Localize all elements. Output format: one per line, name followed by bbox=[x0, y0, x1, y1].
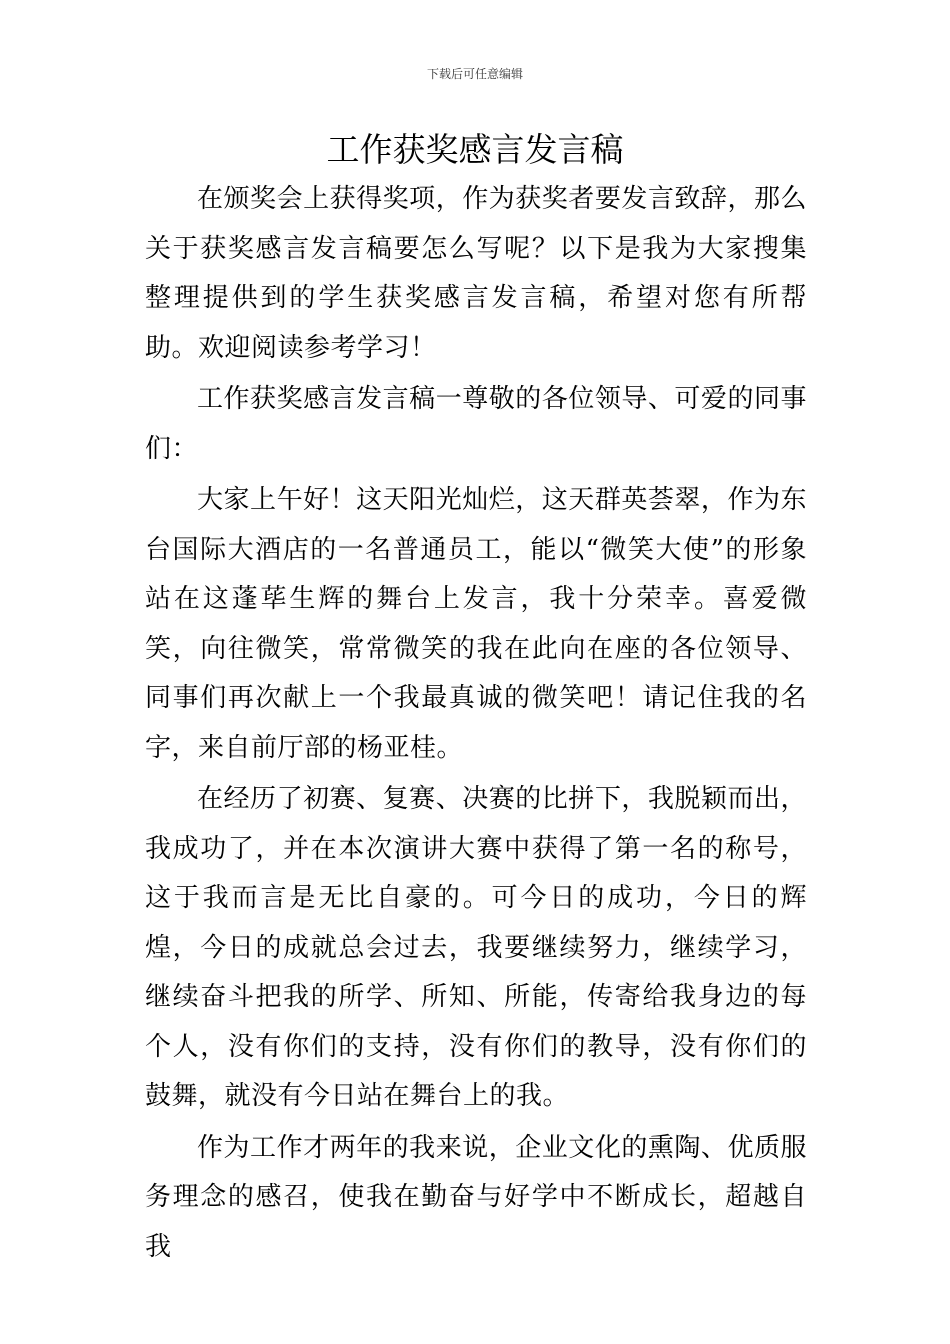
document-title: 工作获奖感言发言稿 bbox=[326, 130, 624, 169]
paragraph-5: 作为工作才两年的我来说，企业文化的熏陶、优质服务理念的感召，使我在勤奋与好学中不断成长，超越自我 bbox=[145, 1132, 807, 1262]
paragraph-3: 大家上午好！这天阳光灿烂，这天群英荟翠，作为东台国际大酒店的一名普通员工，能以“微笑大使”的形象站在这蓬荜生辉的舞台上发言，我十分荣幸。喜爱微笑，向往微笑，常常微笑的我在此向在座的各位领导、同事们再次献上一个我最真诚的微笑吧！请记住我的名字，来自前厅部的杨亚桂。 bbox=[145, 485, 807, 763]
document-body bbox=[145, 175, 807, 1274]
paragraph-1: 在颁奖会上获得奖项，作为获奖者要发言致辞，那么关于获奖感言发言稿要怎么写呢？以下是我为大家搜集整理提供到的学生获奖感言发言稿，希望对您有所帮助。欢迎阅读参考学习！ bbox=[145, 184, 807, 363]
paragraph-2: 工作获奖感言发言稿一尊敬的各位领导、可爱的同事们： bbox=[145, 384, 807, 464]
paragraph-4: 在经历了初赛、复赛、决赛的比拼下，我脱颖而出，我成功了，并在本次演讲大赛中获得了第一名的称号，这于我而言是无比自豪的。可今日的成功，今日的辉煌，今日的成就总会过去，我要继续努力，继续学习，继续奋斗把我的所学、所知、所能，传寄给我身边的每个人，没有你们的支持，没有你们的教导，没有你们的鼓舞，就没有今日站在舞台上的我。 bbox=[145, 784, 807, 1111]
header-note: 下载后可任意编辑 bbox=[426, 67, 523, 81]
